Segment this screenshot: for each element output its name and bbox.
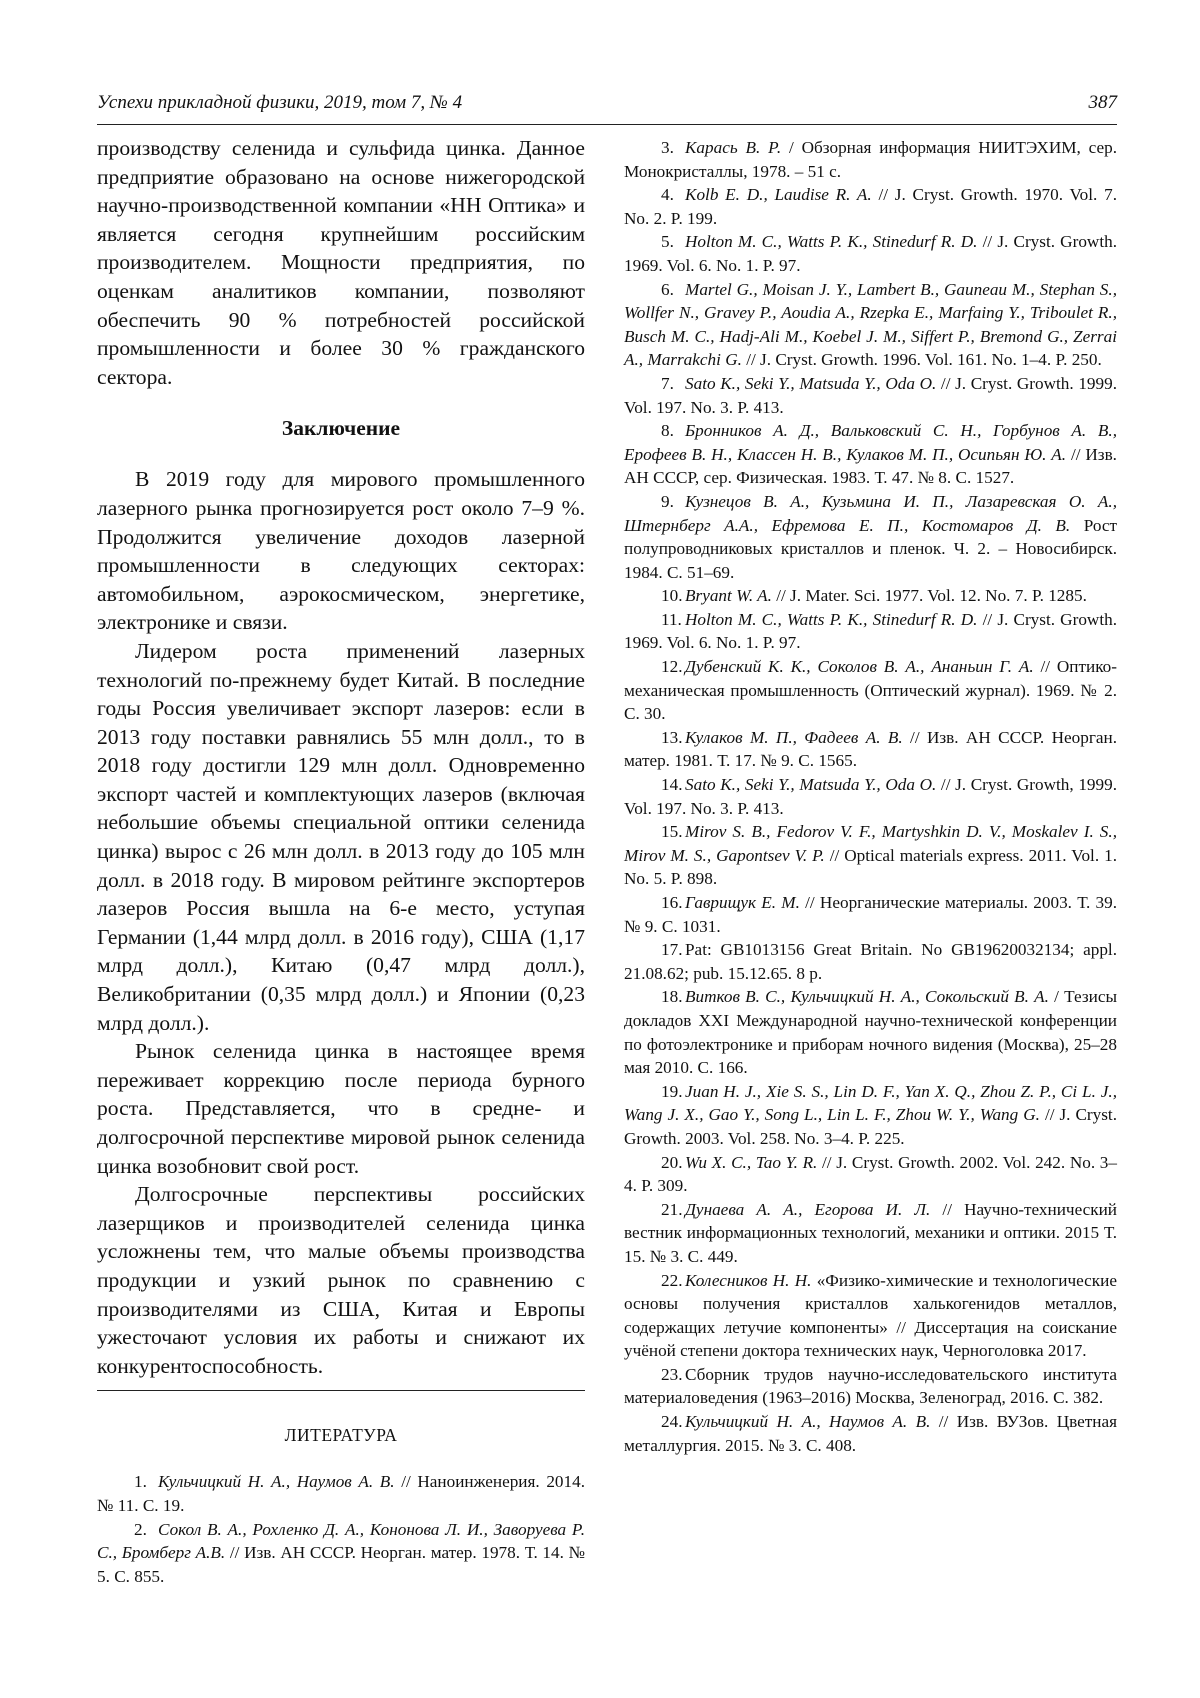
intro-paragraph: производству селенида и сульфида цинка. Данное предприятие образовано на основе нижегородской научно-производственной компании «НН Оптика» и является сегодня крупнейшим российским производителем. Мощности предприятия, по оценкам аналитиков компании, позволяют обеспечить 90 % потребностей российской промышленности и более 30 % гражданского сектора. [97,136,585,389]
reference-number: 12. [661,657,683,677]
reference-authors: Bryant W. A. [685,586,772,606]
reference-text: // Оптико-механическая промышленность (Оптический журнал). 1969. № 2. С. 30. [624,657,1117,724]
references-heading: ЛИТЕРАТУРА [284,1425,398,1446]
reference-authors: Holton M. C., Watts P. K., Stinedurf R. D. [685,232,978,252]
reference-item [624,773,1117,820]
reference-authors: Кульчицкий Н. А., Наумов А. В. [158,1472,395,1492]
reference-number: 8. [661,421,674,441]
reference-item [624,1363,1117,1410]
reference-text: // Наноинженерия. 2014. № 11. С. 19. [97,1472,585,1515]
conclusion-paragraph: Лидером роста применений лазерных технологий по-прежнему будет Китай. В последние годы Россия увеличивает экспорт лазеров: если в 2013 году поставки равнялись 55 млн долл., то в 2018 году достигли 129 млн долл. Одновременно экспорт частей и комплектующих лазеров (включая небольшие объемы специальной оптики селенида цинка) вырос с 26 млн долл. в 2013 году до 105 млн долл. в 2018 году. В мировом рейтинге экспортеров лазеров Россия вышла на 6-е место, уступая Германии (1,44 млрд долл. в 2016 году), США (1,17 млрд долл.), Китаю (0,47 млрд долл.), Великобритании (0,35 млрд долл.) и Японии (0,23 млрд долл.). [97,638,585,1035]
reference-authors: Бронников А. Д., Вальковский С. Н., Горбунов А. В., Ерофеев В. Н., Классен Н. В., Кулаков М. П., Осипьян Ю. А. [624,421,1117,464]
reference-item [624,1080,1117,1151]
reference-number: 18. [661,987,683,1007]
reference-authors: Кулаков М. П., Фадеев А. В. [685,727,903,747]
reference-authors: Дунаева А. А., Егорова И. Л. [685,1199,931,1219]
reference-item [624,419,1117,490]
reference-authors: Гаврищук Е. М. [685,893,800,912]
reference-item [624,820,1117,891]
reference-authors: Sato K., Seki Y., Matsuda Y., Oda O. [685,373,937,393]
reference-text: // Изв. АН СССР, сер. Физическая. 1983. Т. 47. № 8. С. 1527. [624,444,1117,488]
reference-authors: Juan H. J., Xie S. S., Lin D. F., Yan X. Q., Zhou Z. P., Ci L. J., Wang J. X., Gao Y., Song L., Lin L. F., Zhou W. Y., Wang G. [624,1081,1117,1125]
reference-authors: Карась В. Р. [685,138,782,157]
reference-text: // Научно-технический вестник информационных технологий, механики и оптики. 2015 Т. 15. № 3. С. 449. [624,1199,1117,1266]
references-list-left [97,1470,585,1588]
reference-number: 23. [661,1364,683,1384]
conclusion-heading: Заключение [281,416,401,441]
reference-text: // Optical materials express. 2011. Vol. 1. No. 5. P. 898. [624,845,1117,889]
reference-item [624,1269,1117,1363]
reference-item [624,985,1117,1079]
reference-text: // J. Cryst. Growth. 2003. Vol. 258. No. 3–4. P. 225. [624,1105,1118,1148]
reference-item [624,726,1117,773]
reference-number: 6. [661,279,674,299]
reference-text: // Изв. ВУЗов. Цветная металлургия. 2015. № 3. С. 408. [624,1412,1118,1455]
reference-text: // J. Cryst. Growth. 1970. Vol. 7. No. 2. P. 199. [624,185,1117,228]
reference-authors: Holton M. C., Watts P. K., Stinedurf R. D. [685,609,978,629]
reference-authors: Сокол В. А., Рохленко Д. А., Кононова Л. И., Заворуева Р. С., Бромберг А.В. [97,1519,585,1563]
reference-text: // Неорганические материалы. 2003. Т. 39. № 9. С. 1031. [624,893,1118,936]
reference-number: 7. [661,373,674,393]
reference-number: 17. [661,940,683,960]
reference-text: // J. Cryst. Growth. 1969. Vol. 6. No. 1. P. 97. [624,609,1117,653]
running-header [97,92,1117,120]
reference-authors: Дубенский К. К., Соколов В. А., Ананьин Г. А. [685,657,1034,677]
reference-authors: Mirov S. B., Fedorov V. F., Martyshkin D. V., Moskalev I. S., Mirov M. S., Gapontsev V. P. [624,822,1117,865]
reference-item [624,655,1117,726]
reference-item [624,938,1117,985]
reference-text: Pat: GB1013156 Great Britain. No GB19620032134; appl. 21.08.62; pub. 15.12.65. 8 p. [624,940,1117,983]
reference-item [624,891,1117,938]
reference-text: // J. Mater. Sci. 1977. Vol. 12. No. 7. P. 1285. [771,586,1087,606]
reference-authors: Колесников Н. Н. [685,1270,812,1290]
reference-number: 2. [134,1519,147,1539]
reference-authors: Витков В. С., Кульчицкий Н. А., Сокольский В. А. [685,987,1049,1007]
reference-item [624,1410,1117,1457]
reference-number: 4. [661,185,674,205]
reference-item [624,372,1117,419]
reference-number: 3. [661,138,674,157]
reference-number: 21. [661,1199,683,1219]
reference-text: // J. Cryst. Growth. 1996. Vol. 161. No. 1–4. P. 250. [741,350,1102,370]
reference-item [97,1470,585,1517]
header-divider [97,124,1117,125]
reference-text: // Изв. АН СССР. Неорган. матер. 1978. Т. 14. № 5. С. 855. [97,1543,585,1586]
reference-number: 19. [661,1081,683,1101]
reference-text: // J. Cryst. Growth, 1999. Vol. 197. No. 3. P. 413. [624,775,1117,818]
reference-text: «Физико-химические и технологические основы получения кристаллов халькогенидов металлов, содержащих летучие компоненты» // Диссертация на соискание учёной степени доктора технических наук, Черноголовка 2017. [624,1270,1117,1361]
reference-number: 16. [661,893,683,912]
reference-item [624,1151,1117,1198]
reference-item [624,1198,1117,1269]
reference-authors: Sato K., Seki Y., Matsuda Y., Oda O. [685,775,937,795]
reference-number: 13. [661,727,683,747]
reference-number: 11. [661,609,682,629]
reference-item [624,584,1117,608]
reference-item [624,136,1117,183]
reference-number: 15. [661,822,683,842]
reference-text: // J. Cryst. Growth. 1999. Vol. 197. No. 3. P. 413. [624,373,1117,417]
reference-number: 20. [661,1152,683,1172]
reference-text: // J. Cryst. Growth. 1969. Vol. 6. No. 1. P. 97. [624,232,1117,275]
reference-authors: Wu X. C., Tao Y. R. [685,1152,818,1172]
page-number: 387 [1088,92,1117,113]
reference-number: 9. [661,491,674,511]
conclusion-paragraph: Долгосрочные перспективы российских лазерщиков и производителей селенида цинка усложнены тем, что малые объемы производства продукции и узкий рынок по сравнению с производителями из США, Китая и Европы ужесточают условия их работы и снижают их конкурентоспособность. [97,1182,585,1378]
reference-item [97,1518,585,1589]
reference-item [624,278,1117,372]
conclusion-paragraph: В 2019 году для мирового промышленного лазерного рынка прогнозируется рост около 7–9 %. Продолжится увеличение доходов лазерной промышленности в следующих секторах: автомобильном, аэрокосмическом, энергетике, электронике и связи. [97,467,585,635]
reference-text: // Изв. АН СССР. Неорган. матер. 1981. Т. 17. № 9. С. 1565. [624,727,1117,771]
reference-item [624,490,1117,584]
reference-number: 5. [661,232,674,252]
reference-text: / Обзорная информация НИИТЭХИМ, сер. Монокристаллы, 1978. – 51 с. [624,138,1117,181]
reference-number: 10. [661,586,683,606]
right-column [624,136,1117,1457]
reference-item [624,230,1117,277]
reference-text: / Тезисы докладов XXI Международной научно-технической конференции по фотоэлектронике и приборам ночного видения (Москва), 25–28 мая 2010. С. 166. [624,987,1117,1078]
reference-authors: Martel G., Moisan J. Y., Lambert B., Gauneau M., Stephan S., Wollfer N., Gravey P., Aoudia A., Rzepka E., Marfaing Y., Triboulet R., Busch M. C., Hadj-Ali M., Koebel J. M., Siffert P., Bremond G., Zerrai A., Marrakchi G. [624,279,1117,370]
left-column [97,134,585,1588]
conclusion-paragraph: Рынок селенида цинка в настоящее время переживает коррекцию после периода бурного роста. Представляется, что в средне- и долгосрочной перспективе мировой рынок селенида цинка возобновит свой рост. [97,1039,585,1178]
reference-number: 1. [134,1472,147,1492]
journal-title: Успехи прикладной физики, 2019, том 7, № 4 [97,92,463,113]
reference-authors: Кульчицкий Н. А., Наумов А. В. [685,1412,931,1432]
reference-text: Рост полупроводниковых кристаллов и пленок. Ч. 2. – Новосибирск. 1984. С. 51–69. [624,515,1117,582]
reference-number: 24. [661,1412,683,1432]
reference-text: // J. Cryst. Growth. 2002. Vol. 242. No. 3–4. P. 309. [624,1152,1117,1196]
reference-item [624,183,1117,230]
section-divider [97,1390,585,1391]
reference-authors: Кузнецов В. А., Кузьмина И. П., Лазаревская О. А., Штернберг А.А., Ефремова Е. П., Костомаров Д. В. [624,491,1117,535]
reference-number: 22. [661,1270,683,1290]
reference-number: 14. [661,775,683,795]
reference-authors: Kolb E. D., Laudise R. A. [685,185,872,205]
reference-item [624,608,1117,655]
references-list-right [624,136,1117,1457]
reference-text: Сборник трудов научно-исследовательского института материаловедения (1963–2016) Москва, Зеленоград, 2016. С. 382. [624,1364,1117,1408]
